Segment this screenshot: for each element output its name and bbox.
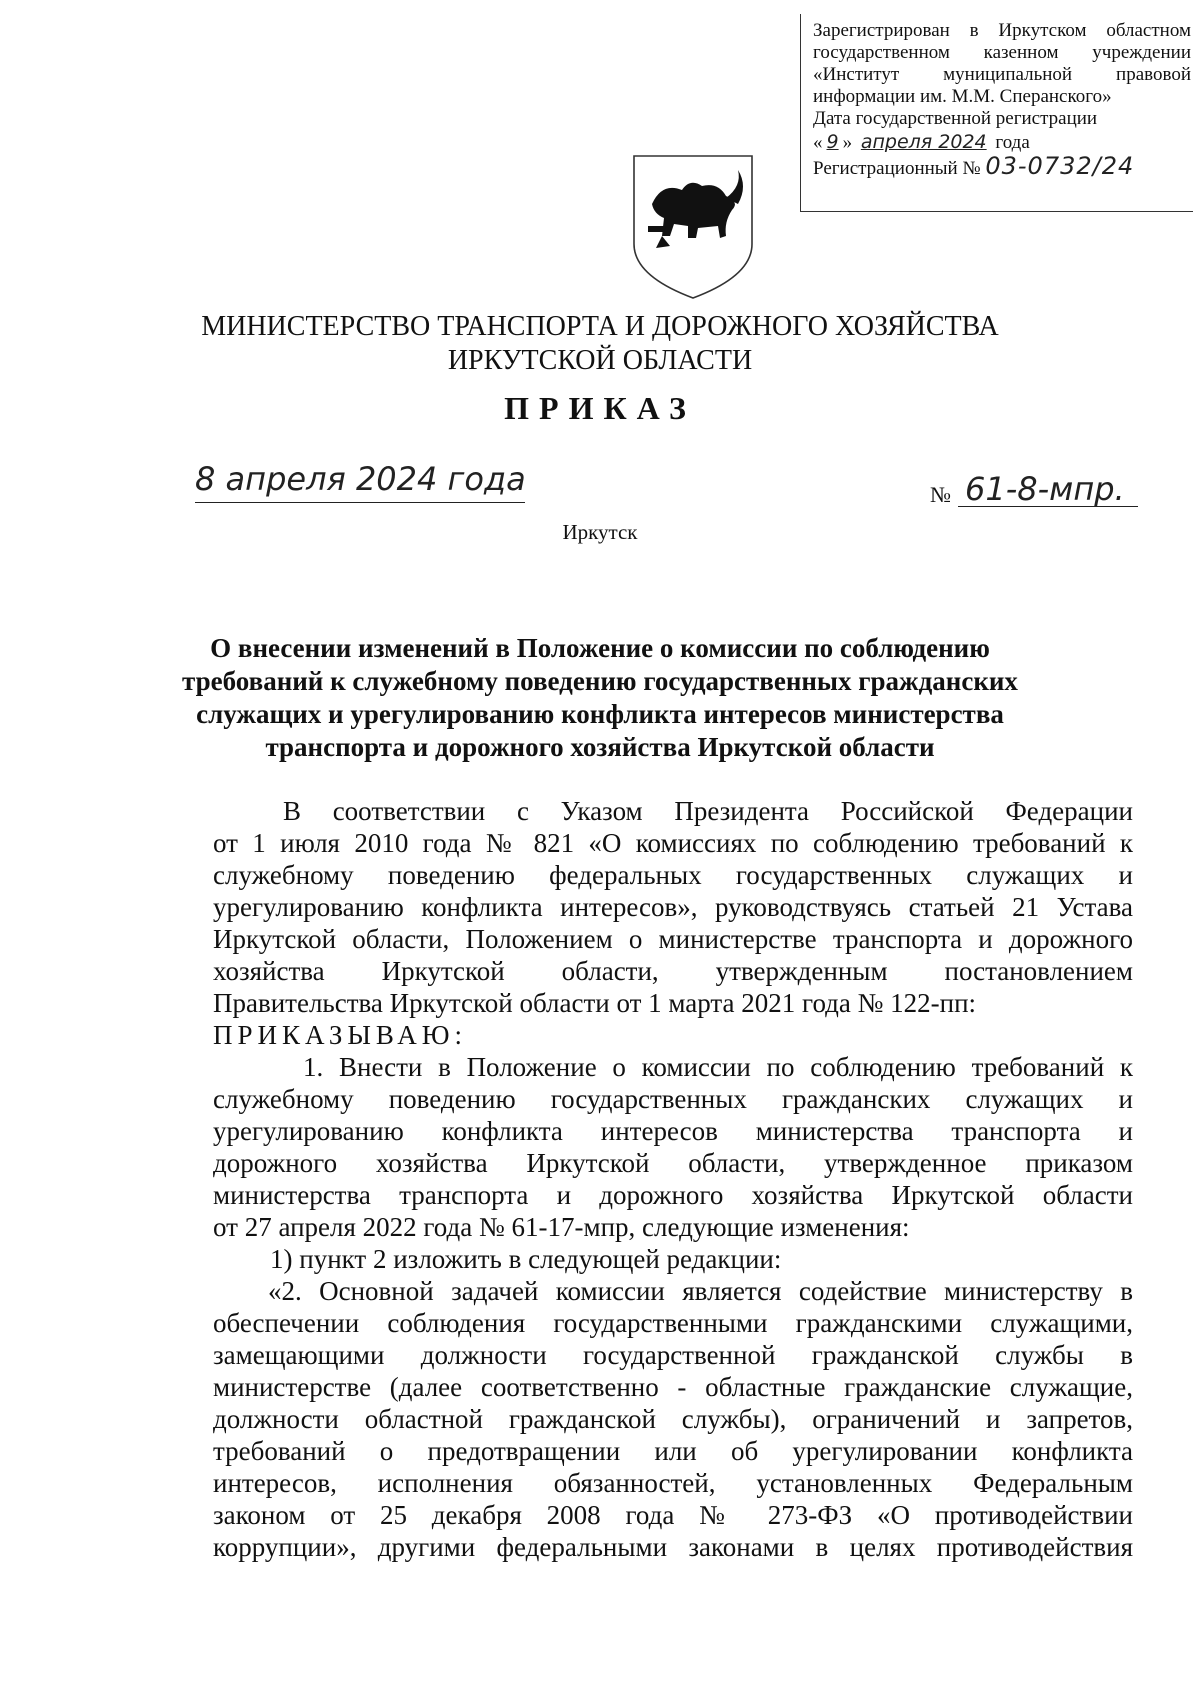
body-line: от 27 апреля 2022 года № 61-17-мпр, следующие изменения: <box>213 1212 910 1242</box>
subject-line: требований к служебному поведению государственных гражданских <box>182 666 1018 696</box>
body-line: урегулированию конфликта интересов», руководствуясь статьей 21 Устава <box>213 892 1133 922</box>
body-line: должности областной гражданской службы), ограничений и запретов, <box>213 1404 1133 1434</box>
body-line: от 1 июля 2010 года № 821 «О комиссиях по соблюдению требований к <box>213 828 1133 858</box>
stamp-date-day: 9 <box>826 131 839 153</box>
body-line: В соответствии с Указом Президента Российской Федерации <box>283 796 1133 826</box>
stamp-regno-label: Регистрационный № <box>813 158 981 179</box>
subject-line: транспорта и дорожного хозяйства Иркутской области <box>265 732 935 762</box>
registration-stamp <box>800 14 1193 212</box>
body-line: дорожного хозяйства Иркутской области, утвержденное приказом <box>213 1148 1133 1178</box>
order-number-underline <box>958 506 1138 507</box>
body-line: 1. Внести в Положение о комиссии по соблюдению требований к <box>303 1052 1133 1082</box>
stamp-date-mid: » <box>842 132 853 153</box>
body-line: обеспечении соблюдения государственными гражданскими служащими, <box>213 1308 1133 1338</box>
coat-of-arms-icon <box>626 152 760 300</box>
order-number: 61-8-мпр. <box>965 470 1125 508</box>
body-line: интересов, исполнения обязанностей, установленных Федеральным <box>213 1468 1133 1498</box>
stamp-line-1: Зарегистрирован в Иркутском областном <box>813 20 1191 41</box>
stamp-date-suffix: года <box>995 132 1030 153</box>
stamp-line-4: информации им. М.М. Сперанского» <box>813 86 1112 107</box>
body-line: хозяйства Иркутской области, утвержденным постановлением <box>213 956 1133 986</box>
stamp-date-line <box>813 132 1191 153</box>
order-title: ПРИКАЗ <box>504 390 696 426</box>
city-name: Иркутск <box>562 520 638 544</box>
body-line: служебному поведению федеральных государственных служащих и <box>213 860 1133 890</box>
body-line: требований о предотвращении или об урегулировании конфликта <box>213 1436 1133 1466</box>
order-date: 8 апреля 2024 года <box>195 460 526 498</box>
body-line: ПРИКАЗЫВАЮ: <box>213 1020 467 1050</box>
subject-line: служащих и урегулированию конфликта интересов министерства <box>196 699 1004 729</box>
body-line: «2. Основной задачей комиссии является содействие министерству в <box>268 1276 1133 1306</box>
body-line: 1) пункт 2 изложить в следующей редакции: <box>270 1244 782 1274</box>
body-line: Иркутской области, Положением о министерстве транспорта и дорожного <box>213 924 1133 954</box>
body-line: замещающими должности государственной гражданской службы в <box>213 1340 1133 1370</box>
body-line: коррупции», другими федеральными законами в целях противодействия <box>213 1532 1133 1562</box>
stamp-date-open: « <box>813 132 823 153</box>
body-line: Правительства Иркутской области от 1 марта 2021 года № 122-пп: <box>213 988 977 1018</box>
order-date-underline <box>195 502 525 503</box>
subject-line: О внесении изменений в Положение о комиссии по соблюдению <box>210 633 990 663</box>
stamp-regno-value: 03-0732/24 <box>985 152 1135 180</box>
stamp-line-2: государственном казенном учреждении <box>813 42 1191 63</box>
body-line: законом от 25 декабря 2008 года № 273-ФЗ «О противодействии <box>213 1500 1133 1530</box>
stamp-line-3: «Институт муниципальной правовой <box>813 64 1191 85</box>
stamp-date-month-year: апреля 2024 <box>860 131 987 153</box>
stamp-regno-line <box>813 152 1191 180</box>
stamp-line-5: Дата государственной регистрации <box>813 108 1098 129</box>
ministry-name-line-2: ИРКУТСКОЙ ОБЛАСТИ <box>447 345 753 376</box>
body-line: урегулированию конфликта интересов министерства транспорта и <box>213 1116 1133 1146</box>
body-line: министерстве (далее соответственно - областные гражданские служащие, <box>213 1372 1133 1402</box>
body-line: министерства транспорта и дорожного хозяйства Иркутской области <box>213 1180 1133 1210</box>
order-number-label: № <box>930 482 951 507</box>
ministry-name-line-1: МИНИСТЕРСТВО ТРАНСПОРТА И ДОРОЖНОГО ХОЗЯЙСТВА <box>201 311 999 342</box>
body-line: служебному поведению государственных гражданских служащих и <box>213 1084 1133 1114</box>
